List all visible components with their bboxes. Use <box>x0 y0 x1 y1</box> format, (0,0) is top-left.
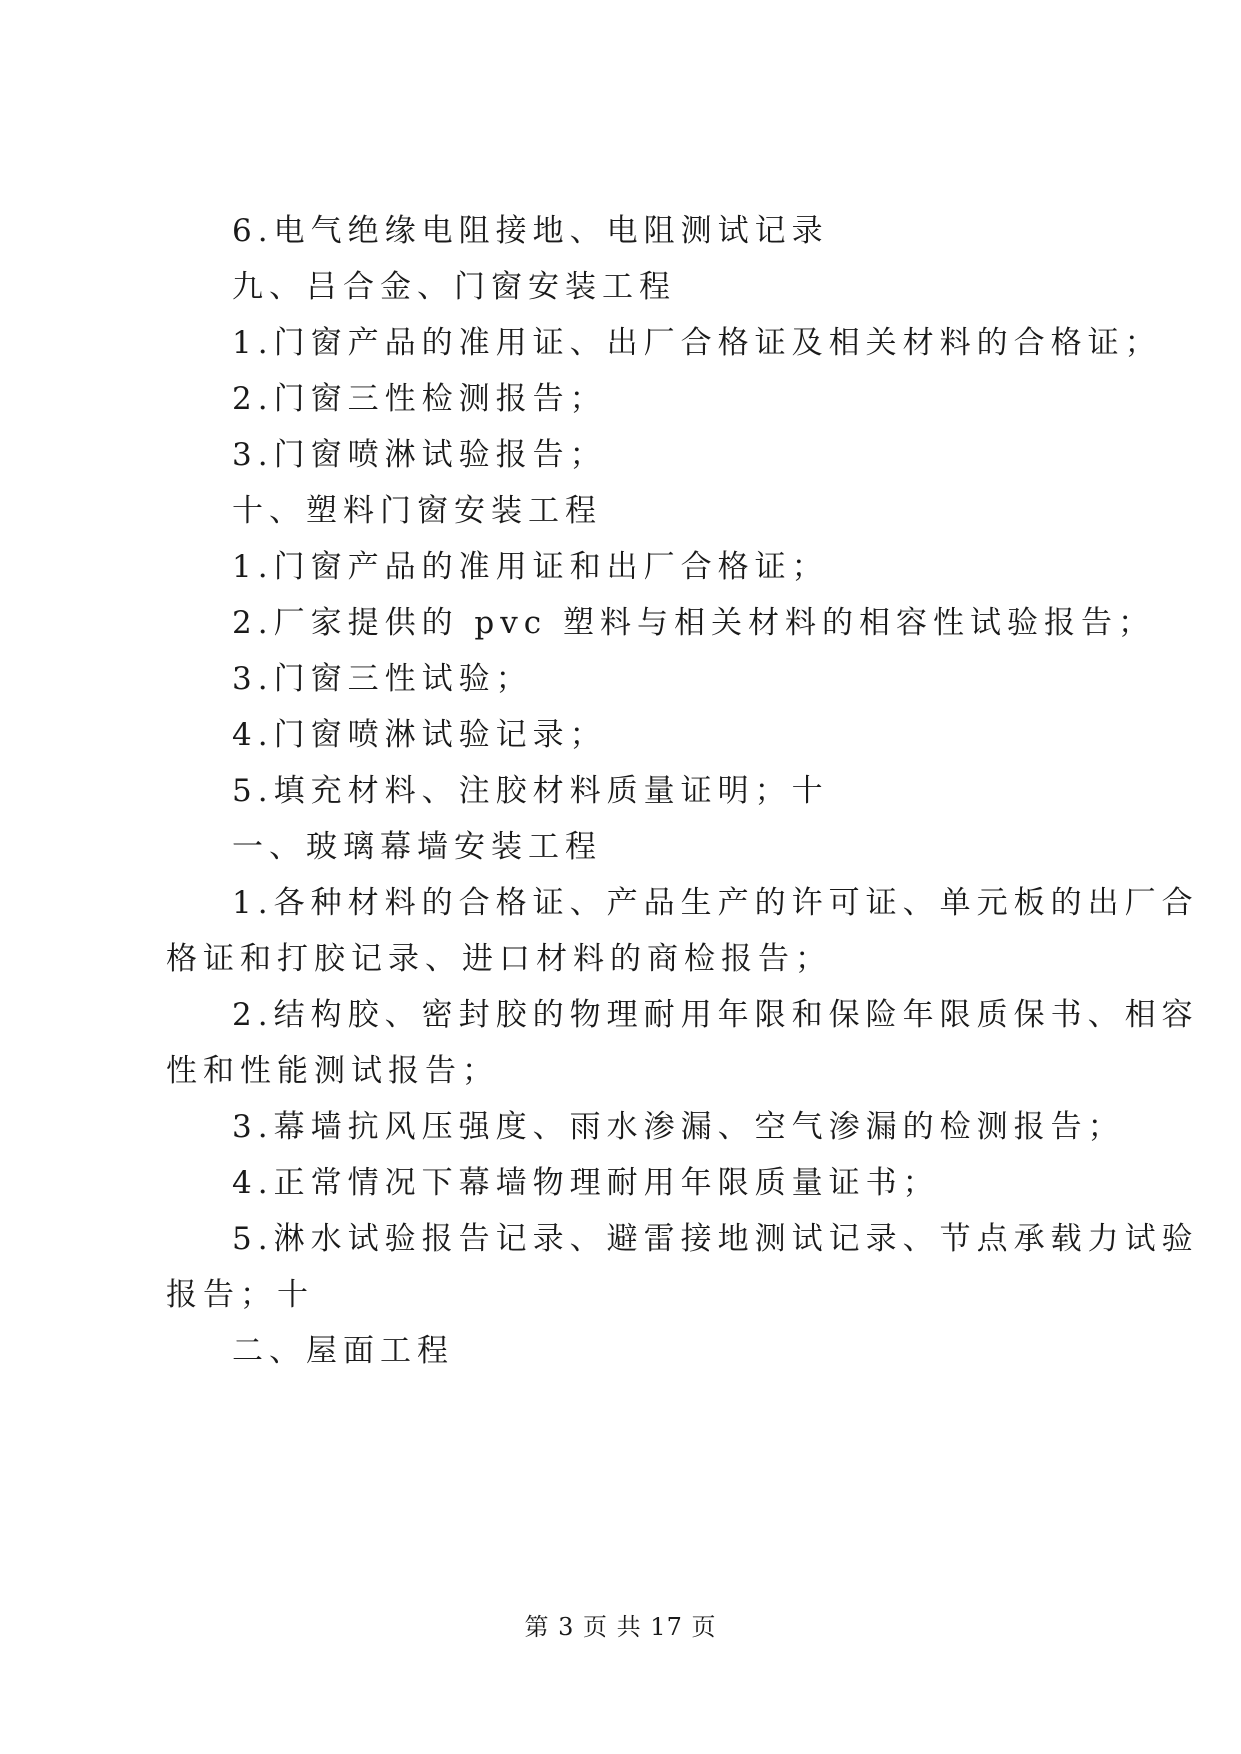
text-line: 2.结构胶、密封胶的物理耐用年限和保险年限质保书、相容 <box>232 997 1199 1033</box>
text-line: 1.各种材料的合格证、产品生产的许可证、单元板的出厂合 <box>232 885 1199 921</box>
section-heading: 十、塑料门窗安装工程 <box>232 493 602 529</box>
section-heading: 九、吕合金、门窗安装工程 <box>232 269 676 305</box>
text-line: 格证和打胶记录、进口材料的商检报告； <box>166 941 832 977</box>
text-line: 2.厂家提供的 pvc 塑料与相关材料的相容性试验报告； <box>232 605 1156 641</box>
text-line: 3.门窗喷淋试验报告； <box>232 437 607 473</box>
text-line: 4.正常情况下幕墙物理耐用年限质量证书； <box>232 1165 940 1201</box>
page-number-footer: 第 3 页 共 17 页 <box>524 1613 717 1641</box>
section-heading: 一、玻璃幕墙安装工程 <box>232 829 602 865</box>
text-line: 5.淋水试验报告记录、避雷接地测试记录、节点承载力试验 <box>232 1221 1199 1257</box>
text-line: 4.门窗喷淋试验记录； <box>232 717 607 753</box>
text-line: 3.幕墙抗风压强度、雨水渗漏、空气渗漏的检测报告； <box>232 1109 1125 1145</box>
text-line: 6.电气绝缘电阻接地、电阻测试记录 <box>232 213 829 249</box>
text-line: 报告；十 <box>166 1277 314 1313</box>
text-line: 性和性能测试报告； <box>166 1053 499 1089</box>
text-line: 3.门窗三性试验； <box>232 661 533 697</box>
text-line: 1.门窗产品的准用证和出厂合格证； <box>232 549 829 585</box>
section-heading: 二、屋面工程 <box>232 1333 454 1369</box>
text-line: 2.门窗三性检测报告； <box>232 381 607 417</box>
text-line: 5.填充材料、注胶材料质量证明；十 <box>232 773 829 809</box>
text-line: 1.门窗产品的准用证、出厂合格证及相关材料的合格证； <box>232 325 1162 361</box>
